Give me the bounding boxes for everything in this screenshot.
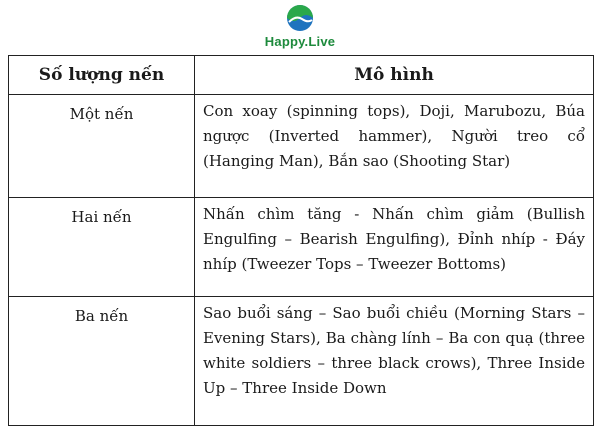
happylive-logo-text: Happy.Live [264, 34, 336, 49]
row-candle-count: Một nến [9, 95, 195, 198]
row-candle-count: Hai nến [9, 198, 195, 297]
table-header-row [9, 56, 594, 95]
row-candle-count: Ba nến [9, 297, 195, 426]
happylive-logo [250, 4, 350, 54]
row-patterns: Sao buổi sáng – Sao buổi chiều (Morning Stars – Evening Stars), Ba chàng lính – Ba con quạ (three white soldiers – three black crows), Three Inside Up – Three Inside Down [195, 297, 594, 426]
header-patterns: Mô hình [195, 56, 594, 95]
table-row [9, 198, 594, 297]
candlestick-patterns-table [8, 55, 594, 426]
happylive-logo-icon [286, 4, 314, 32]
row-patterns: Nhấn chìm tăng - Nhấn chìm giảm (Bullish Engulfing – Bearish Engulfing), Đỉnh nhíp - Đáy nhíp (Tweezer Tops – Tweezer Bottoms) [195, 198, 594, 297]
table-row [9, 95, 594, 198]
header-candle-count: Số lượng nến [9, 56, 195, 95]
row-patterns: Con xoay (spinning tops), Doji, Marubozu, Búa ngược (Inverted hammer), Người treo cổ (Hanging Man), Bắn sao (Shooting Star) [195, 95, 594, 198]
table-row [9, 297, 594, 426]
